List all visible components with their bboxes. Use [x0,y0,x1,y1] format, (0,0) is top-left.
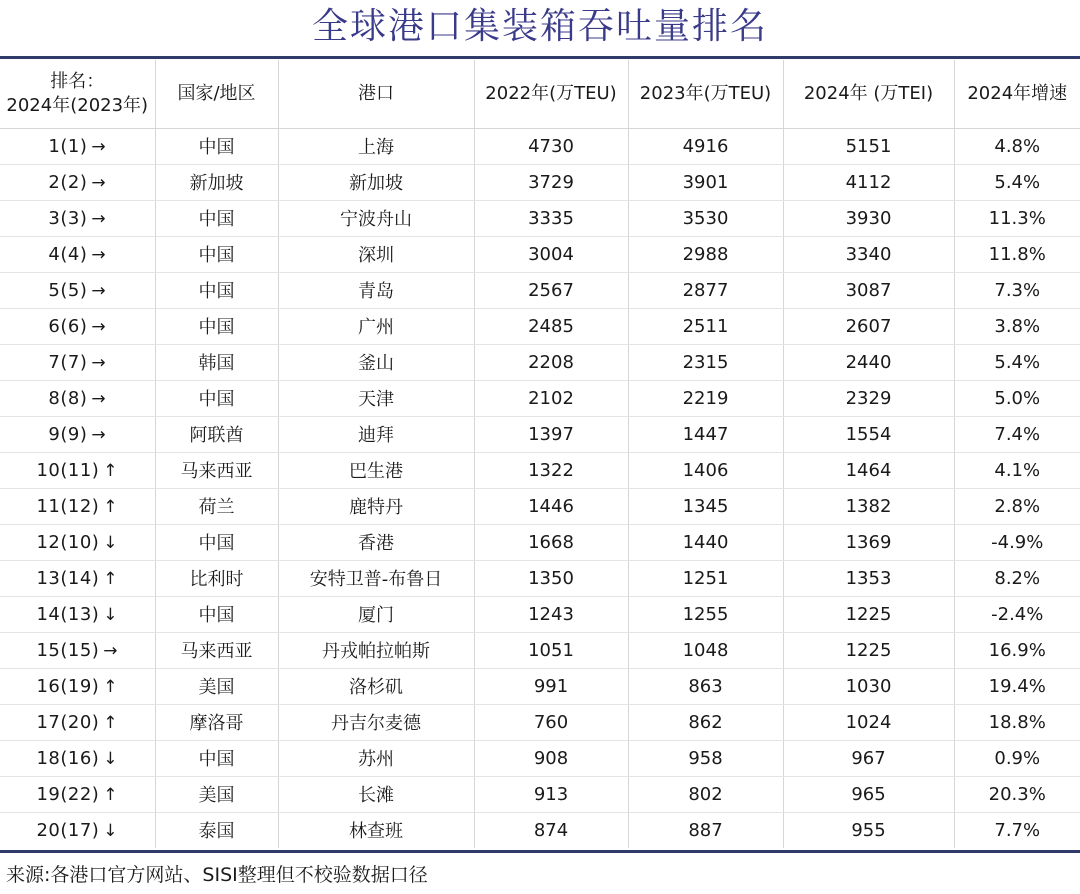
cell-country: 韩国 [155,344,278,380]
cell-port: 天津 [278,380,474,416]
cell-growth: 7.3% [954,272,1080,308]
cell-growth: 20.3% [954,776,1080,812]
arrow-right-icon: → [91,316,107,337]
rank-text: 18(16) [36,747,100,769]
arrow-right-icon: → [91,352,107,373]
cell-2024: 2607 [783,308,954,344]
cell-2022: 760 [474,704,628,740]
table-row [0,704,1080,740]
cell-port: 长滩 [278,776,474,812]
cell-rank [0,740,155,776]
cell-country: 中国 [155,272,278,308]
table-row [0,524,1080,560]
arrow-right-icon: → [91,172,107,193]
cell-port: 鹿特丹 [278,488,474,524]
cell-2024: 1225 [783,632,954,668]
top-divider [0,56,1080,59]
cell-growth: 16.9% [954,632,1080,668]
table-row [0,740,1080,776]
cell-2023: 2988 [628,236,783,272]
cell-2023: 1447 [628,416,783,452]
cell-country: 马来西亚 [155,632,278,668]
table-body [0,128,1080,848]
cell-country: 中国 [155,740,278,776]
cell-port: 苏州 [278,740,474,776]
cell-port: 深圳 [278,236,474,272]
cell-2024: 1024 [783,704,954,740]
cell-2022: 2102 [474,380,628,416]
cell-rank [0,308,155,344]
table-row [0,308,1080,344]
cell-country: 中国 [155,596,278,632]
cell-2022: 913 [474,776,628,812]
rank-text: 19(22) [36,783,100,805]
cell-2022: 4730 [474,128,628,164]
rank-text: 16(19) [36,675,100,697]
cell-country: 中国 [155,200,278,236]
cell-2024: 3087 [783,272,954,308]
rank-text: 2(2) [48,171,88,193]
rank-text: 15(15) [36,639,100,661]
rank-text: 12(10) [36,531,100,553]
rank-text: 17(20) [36,711,100,733]
bottom-divider [0,850,1080,853]
table-row [0,452,1080,488]
cell-2023: 1406 [628,452,783,488]
arrow-down-icon: ↓ [103,532,119,553]
cell-rank [0,200,155,236]
table-row [0,812,1080,848]
rank-text: 7(7) [48,351,88,373]
cell-2023: 1048 [628,632,783,668]
cell-port: 丹戎帕拉帕斯 [278,632,474,668]
cell-rank [0,560,155,596]
cell-2022: 3335 [474,200,628,236]
cell-2024: 3930 [783,200,954,236]
cell-country: 阿联酋 [155,416,278,452]
rank-text: 10(11) [36,459,100,481]
cell-rank [0,704,155,740]
cell-growth: 5.4% [954,344,1080,380]
cell-port: 香港 [278,524,474,560]
cell-port: 广州 [278,308,474,344]
header-row [0,60,1080,128]
cell-2022: 1350 [474,560,628,596]
cell-growth: 18.8% [954,704,1080,740]
cell-2023: 887 [628,812,783,848]
cell-port: 林查班 [278,812,474,848]
cell-rank [0,272,155,308]
cell-growth: 11.8% [954,236,1080,272]
cell-2023: 2877 [628,272,783,308]
cell-2023: 3530 [628,200,783,236]
port-ranking-table [0,60,1080,848]
page-title: 全球港口集装箱吞吐量排名 [311,6,768,47]
arrow-right-icon: → [103,640,119,661]
cell-rank [0,164,155,200]
cell-2022: 3004 [474,236,628,272]
table-row [0,380,1080,416]
arrow-right-icon: → [91,388,107,409]
rank-text: 11(12) [36,495,100,517]
table-row [0,632,1080,668]
cell-2022: 1322 [474,452,628,488]
arrow-up-icon: ↑ [103,460,119,481]
cell-rank [0,416,155,452]
rank-text: 3(3) [48,207,88,229]
cell-2022: 1668 [474,524,628,560]
header-rank-line2: 2024年(2023年) [6,94,149,116]
cell-growth: 19.4% [954,668,1080,704]
cell-country: 泰国 [155,812,278,848]
cell-port: 安特卫普-布鲁日 [278,560,474,596]
cell-2024: 1382 [783,488,954,524]
cell-2022: 1446 [474,488,628,524]
cell-2024: 4112 [783,164,954,200]
cell-rank [0,344,155,380]
cell-2024: 2440 [783,344,954,380]
arrow-right-icon: → [91,244,107,265]
rank-text: 5(5) [48,279,88,301]
cell-2024: 1353 [783,560,954,596]
table-row [0,488,1080,524]
cell-country: 新加坡 [155,164,278,200]
cell-2022: 1397 [474,416,628,452]
rank-text: 8(8) [48,387,88,409]
cell-2022: 2208 [474,344,628,380]
cell-2024: 1554 [783,416,954,452]
cell-growth: 5.0% [954,380,1080,416]
arrow-right-icon: → [91,280,107,301]
table-row [0,668,1080,704]
cell-port: 釜山 [278,344,474,380]
cell-growth: 2.8% [954,488,1080,524]
cell-port: 洛杉矶 [278,668,474,704]
cell-port: 新加坡 [278,164,474,200]
rank-text: 4(4) [48,243,88,265]
cell-2024: 955 [783,812,954,848]
cell-growth: 11.3% [954,200,1080,236]
table-row [0,164,1080,200]
cell-rank [0,128,155,164]
cell-country: 比利时 [155,560,278,596]
table-row [0,200,1080,236]
cell-rank [0,488,155,524]
cell-2023: 1345 [628,488,783,524]
cell-port: 青岛 [278,272,474,308]
cell-growth: -2.4% [954,596,1080,632]
cell-growth: 7.7% [994,819,1041,841]
cell-rank [0,452,155,488]
cell-2024: 2329 [783,380,954,416]
cell-2024: 967 [783,740,954,776]
header-2022: 2022年(万TEU) [474,60,628,128]
cell-2023: 958 [628,740,783,776]
table-row [0,416,1080,452]
cell-2023: 863 [628,668,783,704]
cell-country: 中国 [155,524,278,560]
arrow-right-icon: → [91,208,107,229]
cell-2022: 3729 [474,164,628,200]
cell-rank [0,524,155,560]
rank-text: 13(14) [36,567,100,589]
cell-2022: 874 [474,812,628,848]
header-growth: 2024年增速 [954,60,1080,128]
cell-rank [0,380,155,416]
cell-2024: 1225 [783,596,954,632]
cell-port: 丹吉尔麦德 [278,704,474,740]
cell-port: 巴生港 [278,452,474,488]
header-2023: 2023年(万TEU) [628,60,783,128]
cell-country: 摩洛哥 [155,704,278,740]
cell-rank [0,236,155,272]
cell-growth: 3.8% [954,308,1080,344]
table-row [0,128,1080,164]
rank-text: 1(1) [48,135,88,157]
header-rank [0,60,155,128]
cell-2022: 1243 [474,596,628,632]
cell-port: 厦门 [278,596,474,632]
arrow-right-icon: → [91,424,107,445]
cell-growth: 8.2% [954,560,1080,596]
cell-rank [0,668,155,704]
cell-2023: 1251 [628,560,783,596]
cell-2024: 1030 [783,668,954,704]
cell-growth: 4.8% [954,128,1080,164]
rank-text: 14(13) [36,603,100,625]
rank-text: 6(6) [48,315,88,337]
arrow-down-icon: ↓ [103,604,119,625]
arrow-up-icon: ↑ [103,784,119,805]
cell-rank [0,776,155,812]
arrow-up-icon: ↑ [103,676,119,697]
cell-2022: 2567 [474,272,628,308]
cell-2023: 1255 [628,596,783,632]
table-row [0,344,1080,380]
cell-2023: 2219 [628,380,783,416]
rank-text: 9(9) [48,423,88,445]
cell-port: 上海 [278,128,474,164]
arrow-up-icon: ↑ [103,712,119,733]
table-row [0,596,1080,632]
cell-country: 荷兰 [155,488,278,524]
cell-2022: 991 [474,668,628,704]
table-row [0,272,1080,308]
header-rank-line1: 排名： [50,70,105,92]
cell-2024: 1464 [783,452,954,488]
cell-rank [0,596,155,632]
cell-2023: 4916 [628,128,783,164]
table-row [0,236,1080,272]
cell-2024: 965 [783,776,954,812]
cell-country: 中国 [155,308,278,344]
cell-2023: 2511 [628,308,783,344]
cell-port: 宁波舟山 [278,200,474,236]
table-row [0,560,1080,596]
cell-2023: 2315 [628,344,783,380]
header-port: 港口 [278,60,474,128]
rank-text: 20(17) [36,819,100,841]
cell-2024: 3340 [783,236,954,272]
arrow-down-icon: ↓ [103,748,119,769]
cell-2023: 3901 [628,164,783,200]
arrow-up-icon: ↑ [103,496,119,517]
cell-growth: 7.4% [954,416,1080,452]
cell-2023: 862 [628,704,783,740]
cell-growth: -4.9% [954,524,1080,560]
header-country: 国家/地区 [155,60,278,128]
cell-port: 迪拜 [278,416,474,452]
cell-country: 中国 [155,380,278,416]
arrow-up-icon: ↑ [103,568,119,589]
cell-2022: 1051 [474,632,628,668]
cell-2023: 802 [628,776,783,812]
cell-growth: 4.1% [954,452,1080,488]
cell-2022: 908 [474,740,628,776]
cell-country: 马来西亚 [155,452,278,488]
table-header [0,60,1080,128]
header-2024: 2024年 (万TEI) [783,60,954,128]
cell-2023: 1440 [628,524,783,560]
table-row [0,776,1080,812]
cell-2024: 5151 [783,128,954,164]
cell-country: 美国 [155,776,278,812]
arrow-right-icon: → [91,136,107,157]
cell-rank [0,812,155,848]
cell-country: 中国 [155,128,278,164]
source-note: 来源:各港口官方网站、SISI整理但不校验数据口径 [6,864,428,886]
arrow-down-icon: ↓ [103,820,119,841]
cell-2022: 2485 [474,308,628,344]
cell-growth: 5.4% [954,164,1080,200]
cell-country: 美国 [155,668,278,704]
cell-growth: 0.9% [954,740,1080,776]
cell-country: 中国 [155,236,278,272]
cell-2024: 1369 [783,524,954,560]
cell-rank [0,632,155,668]
